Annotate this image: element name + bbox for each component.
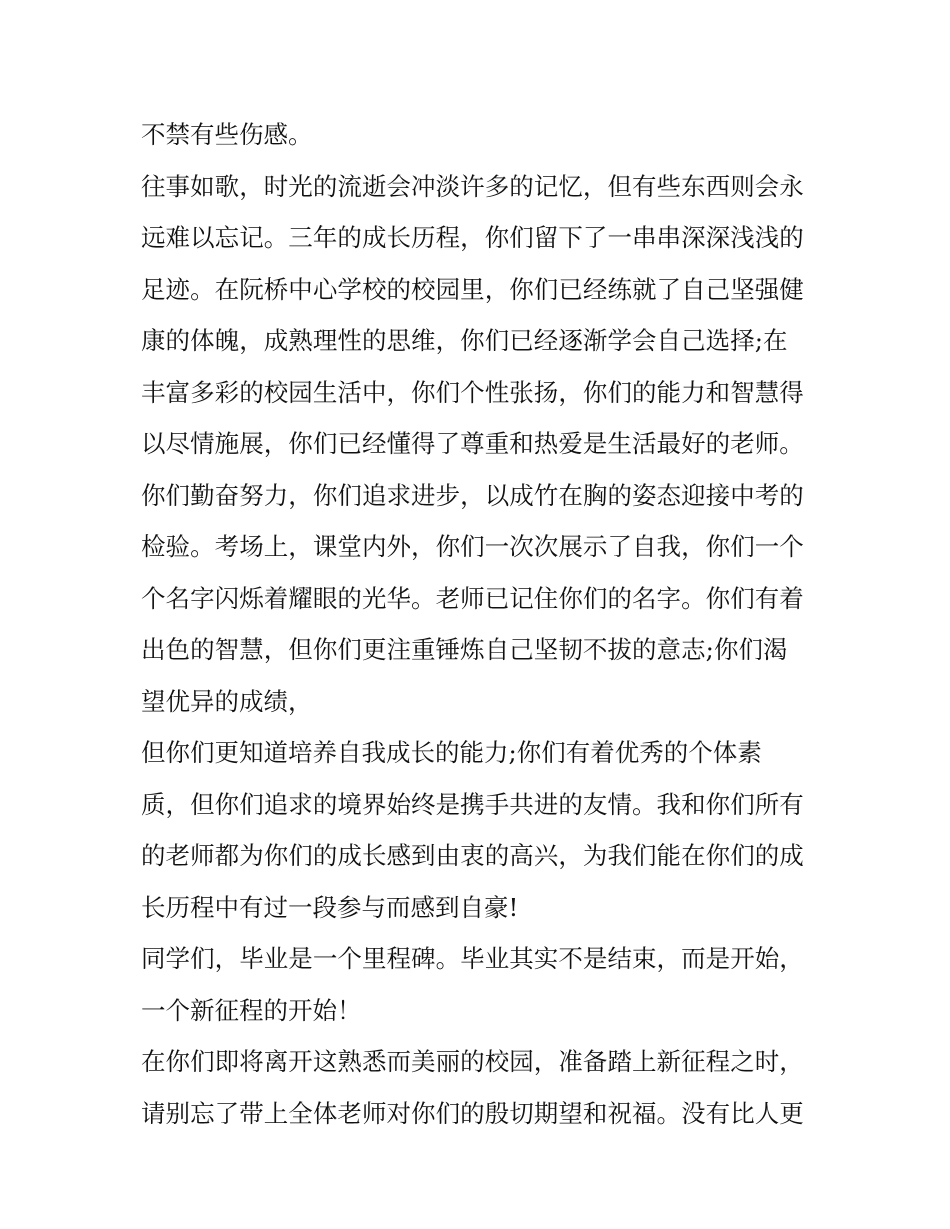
text-line: 个名字闪烁着耀眼的光华。老师已记住你们的名字。你们有着 (141, 583, 804, 613)
text-line: 一个新征程的开始！ (141, 995, 362, 1025)
text-line: 在你们即将离开这熟悉而美丽的校园，准备踏上新征程之时， (141, 1047, 804, 1076)
text-line: 的老师都为你们的成长感到由衷的高兴，为我们能在你们的成 (141, 841, 804, 870)
text-line: 往事如歌，时光的流逝会冲淡许多的记忆，但有些东西则会永 (141, 171, 804, 201)
text-line: 康的体魄，成熟理性的思维，你们已经逐渐学会自己选择;在 (141, 326, 788, 355)
body-text (141, 109, 821, 1139)
text-line: 望优异的成绩， (141, 686, 313, 716)
text-line: 以尽情施展，你们已经懂得了尊重和热爱是生活最好的老师。 (141, 429, 804, 458)
text-line: 远难以忘记。三年的成长历程，你们留下了一串串深深浅浅的 (141, 223, 804, 252)
text-line: 但你们更知道培养自我成长的能力;你们有着优秀的个体素 (141, 738, 762, 767)
text-line: 质，但你们追求的境界始终是携手共进的友情。我和你们所有 (141, 789, 804, 819)
text-line: 你们勤奋努力，你们追求进步，以成竹在胸的姿态迎接中考的 (141, 480, 804, 510)
text-line: 检验。考场上，课堂内外，你们一次次展示了自我，你们一个 (141, 532, 804, 561)
text-line: 足迹。在阮桥中心学校的校园里，你们已经练就了自己坚强健 (141, 274, 804, 304)
text-line: 丰富多彩的校园生活中，你们个性张扬，你们的能力和智慧得 (141, 377, 804, 407)
text-line: 出色的智慧，但你们更注重锤炼自己坚韧不拔的意志;你们渴 (141, 635, 788, 664)
text-line: 不禁有些伤感。 (141, 120, 313, 149)
text-line: 长历程中有过一段参与而感到自豪! (141, 892, 519, 922)
text-line: 请别忘了带上全体老师对你们的殷切期望和祝福。没有比人更 (141, 1098, 804, 1128)
text-line: 同学们，毕业是一个里程碑。毕业其实不是结束，而是开始， (141, 944, 804, 973)
